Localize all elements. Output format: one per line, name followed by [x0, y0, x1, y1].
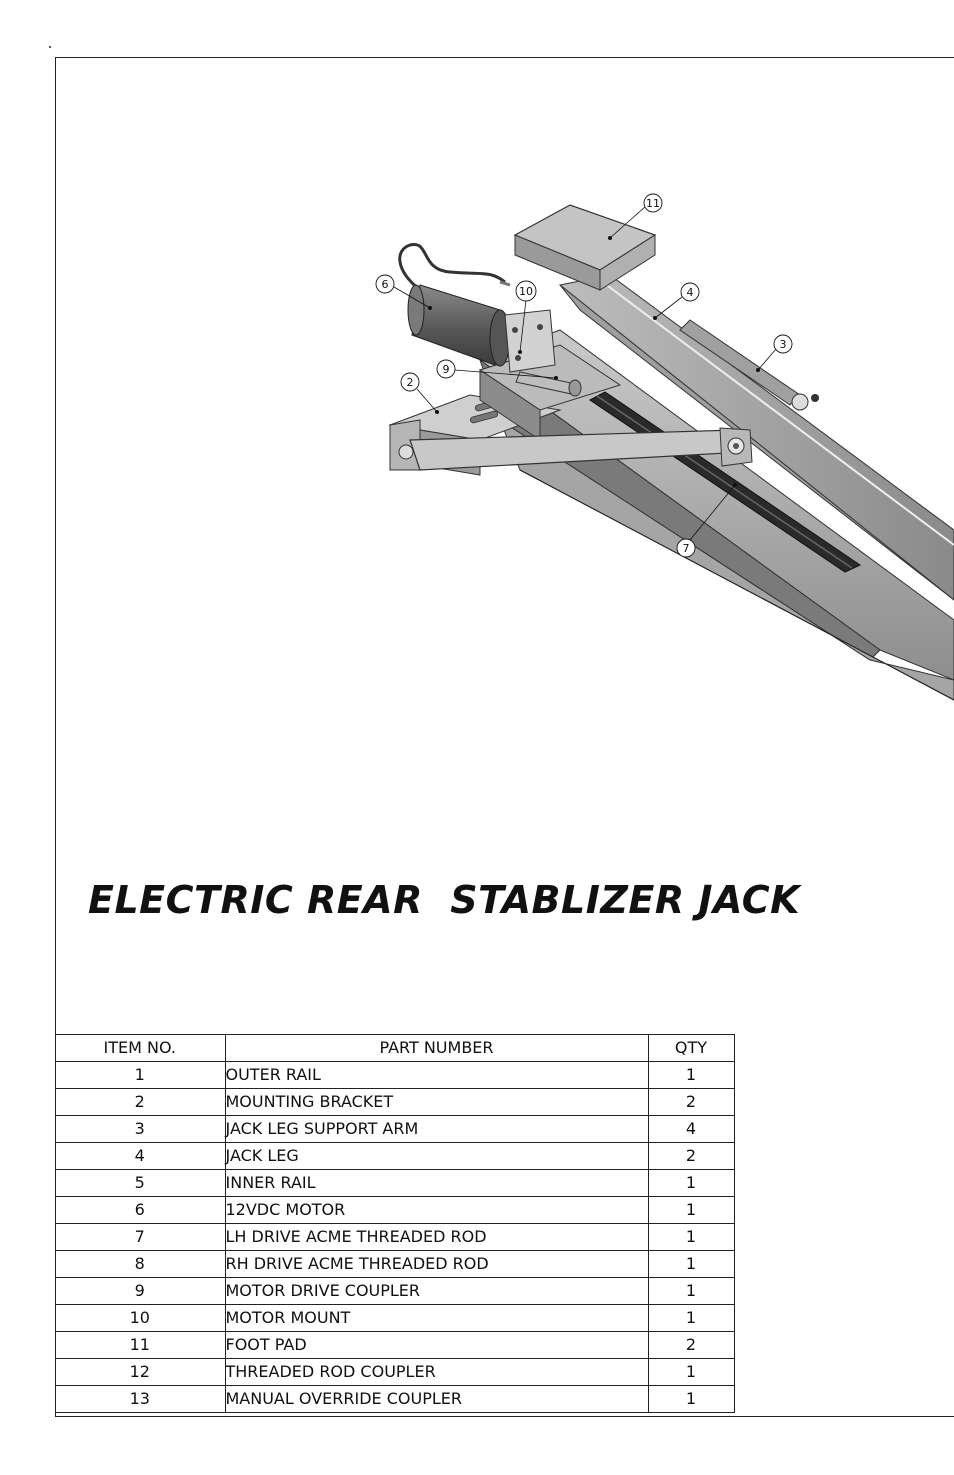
part-number-cell: OUTER RAIL: [225, 1062, 648, 1089]
balloon-4-label: 4: [686, 286, 694, 299]
item-no-cell: 13: [55, 1386, 225, 1413]
qty-cell: 1: [648, 1062, 734, 1089]
table-row: [55, 1386, 734, 1413]
table-row: [55, 1116, 734, 1143]
balloon-3: [756, 335, 792, 372]
qty-cell: 1: [648, 1305, 734, 1332]
balloon-2-label: 2: [406, 376, 414, 389]
table-row: [55, 1305, 734, 1332]
qty-cell: 1: [648, 1197, 734, 1224]
balloon-7-label: 7: [682, 542, 690, 555]
part-number-cell: MOUNTING BRACKET: [225, 1089, 648, 1116]
part-number-cell: JACK LEG SUPPORT ARM: [225, 1116, 648, 1143]
qty-cell: 1: [648, 1251, 734, 1278]
qty-cell: 1: [648, 1170, 734, 1197]
item-no-cell: 2: [55, 1089, 225, 1116]
item-no-cell: 5: [55, 1170, 225, 1197]
table-row: [55, 1251, 734, 1278]
item-no-cell: 8: [55, 1251, 225, 1278]
balloon-2: [401, 373, 439, 414]
balloon-3-label: 3: [779, 338, 787, 351]
balloon-4: [653, 283, 699, 320]
item-no-cell: 3: [55, 1116, 225, 1143]
part-number-cell: MOTOR MOUNT: [225, 1305, 648, 1332]
table-row: [55, 1359, 734, 1386]
table-row: [55, 1224, 734, 1251]
item-no-cell: 1: [55, 1062, 225, 1089]
drawing-title: ELECTRIC REAR STABLIZER JACK: [88, 878, 801, 922]
item-no-cell: 10: [55, 1305, 225, 1332]
qty-cell: 1: [648, 1386, 734, 1413]
item-no-cell: 11: [55, 1332, 225, 1359]
qty-cell: 4: [648, 1116, 734, 1143]
part-number-cell: RH DRIVE ACME THREADED ROD: [225, 1251, 648, 1278]
table-row: [55, 1170, 734, 1197]
qty-cell: 2: [648, 1089, 734, 1116]
foot-pad: [515, 205, 655, 290]
item-no-cell: 12: [55, 1359, 225, 1386]
table-row: [55, 1197, 734, 1224]
table-row: [55, 1278, 734, 1305]
table-row: [55, 1332, 734, 1359]
header-qty: QTY: [648, 1035, 734, 1062]
part-number-cell: MOTOR DRIVE COUPLER: [225, 1278, 648, 1305]
balloon-10-label: 10: [519, 285, 533, 298]
part-number-cell: JACK LEG: [225, 1143, 648, 1170]
balloon-9-label: 9: [442, 363, 450, 376]
table-header-row: [55, 1035, 734, 1062]
table-row: [55, 1062, 734, 1089]
motor-mount: [505, 310, 555, 372]
item-no-cell: 4: [55, 1143, 225, 1170]
part-number-cell: FOOT PAD: [225, 1332, 648, 1359]
qty-cell: 1: [648, 1224, 734, 1251]
table-row: [55, 1089, 734, 1116]
qty-cell: 1: [648, 1359, 734, 1386]
header-part-number: PART NUMBER: [225, 1035, 648, 1062]
part-number-cell: INNER RAIL: [225, 1170, 648, 1197]
qty-cell: 1: [648, 1278, 734, 1305]
part-number-cell: LH DRIVE ACME THREADED ROD: [225, 1224, 648, 1251]
qty-cell: 2: [648, 1332, 734, 1359]
part-number-cell: THREADED ROD COUPLER: [225, 1359, 648, 1386]
bill-of-materials-table: [55, 1034, 735, 1413]
header-item-no: ITEM NO.: [55, 1035, 225, 1062]
balloon-11-label: 11: [646, 197, 660, 210]
qty-cell: 2: [648, 1143, 734, 1170]
item-no-cell: 6: [55, 1197, 225, 1224]
part-number-cell: 12VDC MOTOR: [225, 1197, 648, 1224]
item-no-cell: 9: [55, 1278, 225, 1305]
table-row: [55, 1143, 734, 1170]
motor: [400, 244, 510, 366]
part-number-cell: MANUAL OVERRIDE COUPLER: [225, 1386, 648, 1413]
balloon-6-label: 6: [381, 278, 389, 291]
item-no-cell: 7: [55, 1224, 225, 1251]
